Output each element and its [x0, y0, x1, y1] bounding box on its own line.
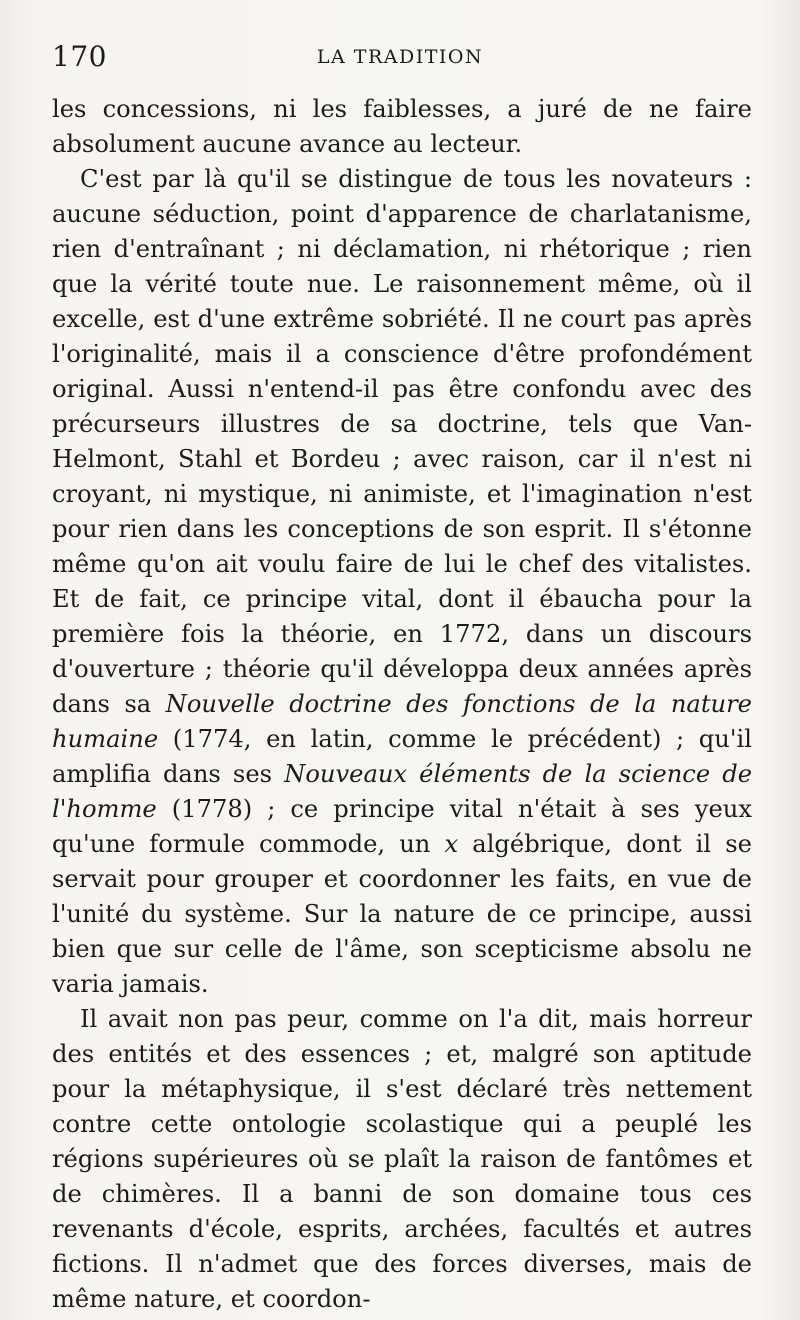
paragraph-3: Il avait non pas peur, comme on l'a dit, mais horreur des entités et des essences ; et, malgré son aptitude pour la métaphysique, il s'est déclaré très nettement contre cette ontologie scolastique qui a peuplé les régions supérieures où se plaît la raison de fantômes et de chimères. Il a banni de son domaine tous ces revenants d'école, esprits, archées, facultés et autres fictions. Il n'admet que des forces diverses, mais de même nature, et coordon- — [52, 1005, 752, 1313]
page-number: 170 — [52, 40, 107, 73]
paragraph-2 — [52, 162, 752, 1002]
body-text — [52, 92, 752, 1317]
paragraph-2-text-d: algébrique, dont il se servait pour grouper et coordonner les faits, en vue de l'unité du système. Sur la nature de ce principe, aussi bien que sur celle de l'âme, son scepticisme absolu ne varia jamais. — [52, 830, 752, 998]
book-title-nouveaux-elements: Nouveaux éléments de la science de l'homme — [52, 760, 753, 823]
paragraph-2-text-b: (1774, en latin, comme le précédent) ; qu'il amplifia dans ses — [52, 725, 752, 788]
page-header — [52, 40, 748, 76]
paragraph-2-text-a: C'est par là qu'il se distingue de tous les novateurs : aucune séduction, point d'apparence de charlatanisme, rien d'entraînant ; ni déclamation, ni rhétorique ; rien que la vérité toute nue. Le raisonnement même, où il excelle, est d'une extrême sobriété. Il ne court pas après l'originalité, mais il a conscience d'être profondément original. Aussi n'entend-il pas être confondu avec des précurseurs illustres de sa doctrine, tels que Van-Helmont, Stahl et Bordeu ; avec raison, car il n'est ni croyant, ni mystique, ni animiste, et l'imagination n'est pour rien dans les conceptions de son esprit. Il s'étonne même qu'on ait voulu faire de lui le chef des vitalistes. Et de fait, ce principe vital, dont il ébaucha pour la première fois la théorie, en 1772, dans un discours d'ouverture ; théorie qu'il développa deux années après dans sa — [52, 165, 752, 718]
paragraph-1: les concessions, ni les faiblesses, a juré de ne faire absolument aucune avance au lecteur. — [52, 95, 752, 158]
running-title: LA TRADITION — [316, 46, 484, 68]
algebraic-x: x — [444, 830, 459, 858]
paragraph-2-text-c: (1778) ; ce principe vital n'était à ses yeux qu'une formule commode, un — [52, 795, 752, 858]
book-title-nouvelle-doctrine: Nouvelle doctrine des fonctions de la nature humaine — [52, 690, 752, 753]
